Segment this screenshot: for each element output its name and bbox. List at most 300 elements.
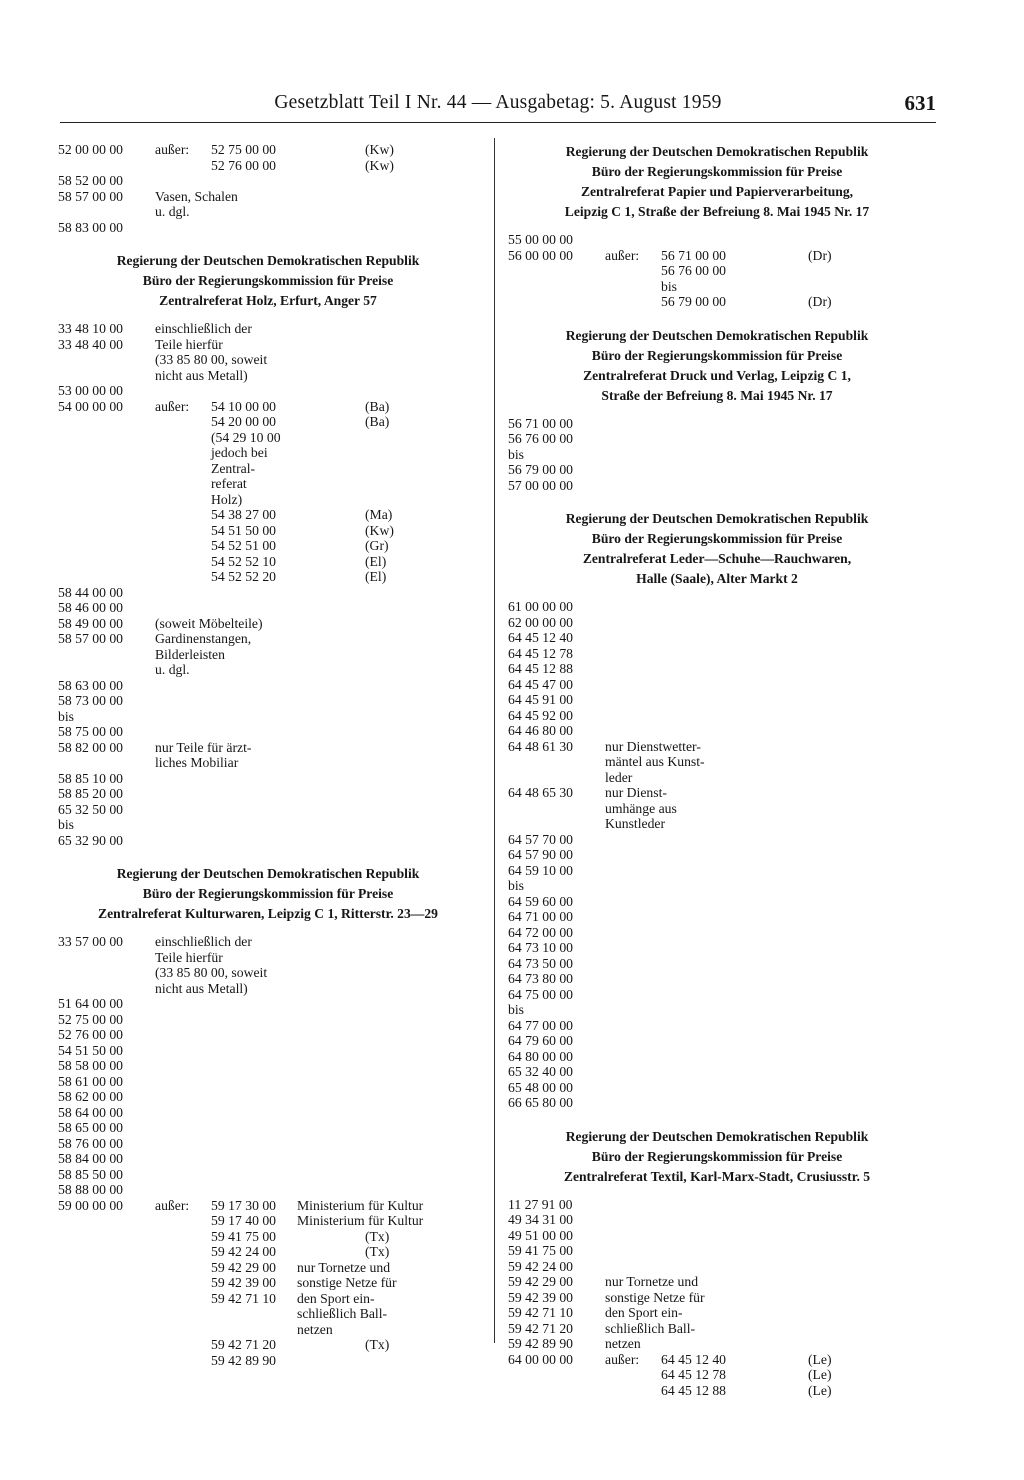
entry-list [508, 599, 926, 1111]
entry-spacer [605, 599, 926, 615]
exception-tag: sonstige Netze für [297, 1275, 397, 1290]
entry-note: den Sport ein- [605, 1305, 683, 1320]
entry-row [508, 1290, 926, 1306]
entry-row [508, 447, 926, 463]
entry-row [58, 1136, 478, 1152]
entry-row [508, 956, 926, 972]
entry-spacer [605, 940, 926, 956]
entry-code: bis [508, 446, 524, 462]
entry-row [58, 337, 478, 384]
entry-code: 64 00 00 00 [508, 1351, 574, 1367]
exception-note: referat [211, 476, 247, 491]
exception-code: 54 52 52 10 [211, 553, 277, 569]
entry-code: 58 61 00 00 [58, 1073, 124, 1089]
entry-spacer [155, 1120, 478, 1136]
entry-note: u. dgl. [155, 662, 190, 677]
entry-note: einschließlich der [155, 321, 252, 336]
entry-spacer [605, 615, 926, 631]
entry-row [508, 1321, 926, 1337]
entry-code: 58 85 50 00 [58, 1166, 124, 1182]
entry-code: 59 41 75 00 [508, 1243, 574, 1258]
exception-note: Holz) [211, 491, 243, 507]
heading-line: Büro der Regierungskommission für Preise [142, 886, 394, 901]
entry-spacer [155, 220, 478, 236]
entry-row [58, 1027, 478, 1043]
entry-row [58, 1089, 478, 1105]
exception-row [155, 158, 478, 174]
exception-code: 54 51 50 00 [211, 522, 277, 538]
entry-row [508, 1064, 926, 1080]
entry-spacer [605, 1002, 926, 1018]
entry-row [508, 1033, 926, 1049]
entry-row [508, 462, 926, 478]
entry-spacer [605, 447, 926, 463]
entry-code: 58 83 00 00 [58, 219, 124, 235]
entry-code: 56 76 00 00 [508, 431, 574, 446]
entry-code: 66 65 80 00 [508, 1095, 574, 1110]
exception-tag: (Tx) [365, 1244, 390, 1259]
entry-row [508, 1243, 926, 1259]
entry-spacer [605, 1095, 926, 1111]
entry-code: 58 82 00 00 [58, 739, 124, 755]
entry-code: 33 48 10 00 [58, 321, 124, 336]
entry-row [508, 785, 926, 832]
entry-row [58, 1058, 478, 1074]
entry-row [508, 832, 926, 848]
entry-note: mäntel aus Kunst- [605, 754, 705, 769]
entry-row [508, 1228, 926, 1244]
exception-tag: (Ba) [365, 398, 390, 414]
entry-code: 58 84 00 00 [58, 1151, 124, 1166]
exception-tag: (Le) [808, 1382, 832, 1398]
entry-row [508, 847, 926, 863]
entry-note: (33 85 80 00, soweit [155, 352, 268, 367]
entry-note: nicht aus Metall) [155, 980, 248, 996]
exception-code: 54 38 27 00 [211, 507, 277, 522]
entry-code: 64 71 00 00 [508, 909, 574, 924]
entry-row [58, 600, 478, 616]
exception-code: 59 42 39 00 [211, 1275, 277, 1290]
entry-code: 51 64 00 00 [58, 996, 124, 1011]
exception-code: 54 52 51 00 [211, 538, 277, 553]
entry-row [58, 709, 478, 725]
exception-code: 59 42 24 00 [211, 1244, 277, 1259]
entry-row [508, 661, 926, 677]
entry-row [58, 321, 478, 337]
entry-code: 58 85 20 00 [58, 786, 124, 801]
entry-spacer [155, 802, 478, 818]
left-column [58, 142, 478, 1368]
entry-spacer [605, 723, 926, 739]
entry-code: 64 45 47 00 [508, 676, 574, 692]
exception-tag: (Dr) [808, 247, 832, 263]
entry-row [508, 708, 926, 724]
entry-spacer [155, 1182, 478, 1198]
exception-code: 59 42 29 00 [211, 1259, 277, 1275]
heading-line: Zentralreferat Papier und Papierverarbeitung, [580, 184, 854, 199]
entry-code: 64 73 50 00 [508, 955, 574, 971]
entry-row [508, 940, 926, 956]
entry-row [58, 678, 478, 694]
entry-list [58, 934, 478, 1368]
exception-code: 59 42 71 10 [211, 1290, 277, 1306]
entry-code: 64 45 92 00 [508, 707, 574, 723]
exception-row [155, 1306, 478, 1322]
entry-row [508, 692, 926, 708]
entry-row [58, 1043, 478, 1059]
exception-tag: nur Tornetze und [297, 1259, 391, 1275]
exception-row [155, 1244, 478, 1260]
entry-code: 59 42 29 00 [508, 1274, 574, 1289]
exception-tag: (El) [365, 569, 387, 584]
exception-code: 56 71 00 00 [661, 247, 727, 263]
exception-row [605, 294, 926, 310]
heading-line: Büro der Regierungskommission für Preise [591, 347, 843, 363]
entry-code: 58 73 00 00 [58, 693, 124, 708]
entry-row [508, 925, 926, 941]
entry-spacer [605, 431, 926, 447]
exception-row [605, 279, 926, 295]
heading-line: Regierung der Deutschen Demokratischen Republik [565, 144, 869, 159]
entry-code: 58 88 00 00 [58, 1182, 124, 1197]
entry-row [508, 1352, 926, 1399]
entry-spacer [155, 693, 478, 709]
entry-code: 55 00 00 00 [508, 232, 574, 247]
entry-spacer [155, 1151, 478, 1167]
entry-row [58, 934, 478, 996]
entry-code: 64 80 00 00 [508, 1048, 574, 1064]
exception-tag: schließlich Ball- [297, 1306, 388, 1321]
exception-row [155, 569, 478, 585]
entry-code: 49 34 31 00 [508, 1212, 574, 1227]
exception-row [155, 1337, 478, 1353]
entry-spacer [155, 817, 478, 833]
entry-code: 33 57 00 00 [58, 934, 124, 949]
entry-note: schließlich Ball- [605, 1320, 696, 1336]
entry-code: 59 42 24 00 [508, 1258, 574, 1274]
exception-row [155, 1213, 478, 1229]
entry-note: (33 85 80 00, soweit [155, 965, 268, 980]
entry-spacer [605, 956, 926, 972]
heading-line: Regierung der Deutschen Demokratischen Republik [565, 511, 869, 526]
exceptions-block [155, 1198, 478, 1369]
entry-code: 64 48 65 30 [508, 785, 574, 800]
entry-code: 64 59 10 00 [508, 862, 574, 878]
entry-code: 54 51 50 00 [58, 1042, 124, 1058]
entry-code: 65 32 40 00 [508, 1064, 574, 1079]
exceptions-label: außer: [605, 1351, 640, 1367]
entry-row [508, 1080, 926, 1096]
entry-code: 64 73 80 00 [508, 971, 574, 986]
entry-note: Teile hierfür [155, 336, 223, 352]
entry-row [58, 802, 478, 818]
entry-code: 58 57 00 00 [58, 631, 124, 646]
exception-code: bis [661, 278, 677, 294]
entry-row [508, 1197, 926, 1213]
entry-spacer [605, 232, 926, 248]
exception-row [605, 248, 926, 264]
exception-row [155, 1353, 478, 1369]
entry-note: umhänge aus [605, 800, 677, 816]
exception-code: 59 42 89 90 [211, 1352, 277, 1368]
heading-line: Büro der Regierungskommission für Preise [591, 1148, 843, 1164]
entry-spacer [155, 600, 478, 616]
entry-list [508, 416, 926, 494]
entry-row [508, 878, 926, 894]
entry-spacer [605, 1064, 926, 1080]
entry-note: liches Mobiliar [155, 755, 239, 770]
column-divider [494, 138, 495, 1343]
header-title: Gesetzblatt Teil I Nr. 44 — Ausgabetag: 5. August 1959 [274, 92, 722, 113]
heading-line: Regierung der Deutschen Demokratischen Republik [116, 253, 420, 268]
exception-note: Zentral- [211, 460, 256, 476]
heading-line: Zentralreferat Textil, Karl-Marx-Stadt, Crusiusstr. 5 [563, 1168, 871, 1184]
exception-tag: (Kw) [365, 522, 394, 538]
entry-row [58, 631, 478, 678]
entry-row [58, 1182, 478, 1198]
heading-line: Straße der Befreiung 8. Mai 1945 Nr. 17 [601, 387, 833, 403]
entry-note: u. dgl. [155, 204, 190, 219]
exception-row [155, 1322, 478, 1338]
section-heading [508, 509, 926, 589]
entry-spacer [155, 786, 478, 802]
entry-note: leder [605, 769, 633, 785]
entry-row [508, 723, 926, 739]
entry-row [508, 248, 926, 310]
exception-code: 52 75 00 00 [211, 142, 277, 157]
exception-tag: (Gr) [365, 538, 389, 553]
exception-tag: (Kw) [365, 157, 394, 173]
entry-spacer [155, 678, 478, 694]
entry-spacer [605, 925, 926, 941]
heading-line: Leipzig C 1, Straße der Befreiung 8. Mai 1945 Nr. 17 [564, 204, 870, 219]
entry-code: 52 00 00 00 [58, 142, 124, 157]
entry-row [58, 399, 478, 585]
entry-row [58, 1105, 478, 1121]
entry-code: 58 49 00 00 [58, 615, 124, 631]
exception-code: 64 45 12 88 [661, 1382, 727, 1398]
section-heading [508, 142, 926, 222]
exception-tag: (Kw) [365, 142, 394, 157]
entry-row [508, 630, 926, 646]
entry-code: 33 48 40 00 [58, 336, 124, 352]
entry-note: Bilderleisten [155, 646, 225, 662]
entry-spacer [605, 692, 926, 708]
entry-row [508, 971, 926, 987]
entry-row [508, 894, 926, 910]
entry-code: 59 42 71 10 [508, 1305, 574, 1320]
entry-row [58, 786, 478, 802]
entry-list [58, 142, 478, 235]
entry-code: 65 32 90 00 [58, 832, 124, 848]
entry-code: 58 62 00 00 [58, 1089, 124, 1104]
entry-spacer [605, 1080, 926, 1096]
entry-spacer [605, 630, 926, 646]
exception-tag: (Le) [808, 1351, 832, 1367]
entry-row [508, 863, 926, 879]
exceptions-label: außer: [155, 1197, 190, 1213]
entry-row [58, 616, 478, 632]
entry-row [508, 431, 926, 447]
exception-row [155, 1291, 478, 1307]
entry-spacer [605, 478, 926, 494]
exceptions-block [605, 1352, 926, 1399]
page-number: 631 [904, 91, 936, 115]
entry-code: 64 77 00 00 [508, 1017, 574, 1033]
heading-line: Regierung der Deutschen Demokratischen Republik [565, 327, 869, 343]
entry-code: 64 59 60 00 [508, 893, 574, 909]
entry-code: 59 00 00 00 [58, 1197, 124, 1213]
entry-row [508, 646, 926, 662]
entry-spacer [605, 1197, 926, 1213]
entry-code: 58 46 00 00 [58, 600, 124, 615]
entry-spacer [605, 677, 926, 693]
entry-row [508, 1095, 926, 1111]
entry-spacer [605, 863, 926, 879]
entry-code: 64 57 90 00 [508, 847, 574, 862]
exception-row [155, 1275, 478, 1291]
entry-row [58, 996, 478, 1012]
entry-row [58, 1012, 478, 1028]
entry-code: 65 32 50 00 [58, 801, 124, 817]
exception-row [155, 1229, 478, 1245]
exceptions-label: außer: [155, 142, 190, 157]
entry-code: 58 58 00 00 [58, 1058, 124, 1073]
entry-spacer [605, 1212, 926, 1228]
entry-code: 64 46 80 00 [508, 723, 574, 738]
entry-row [58, 142, 478, 173]
entry-code: 58 75 00 00 [58, 724, 124, 739]
entry-list [508, 1197, 926, 1399]
exception-code: 54 20 00 00 [211, 414, 277, 429]
exception-tag: den Sport ein- [297, 1290, 375, 1306]
exception-row [155, 523, 478, 539]
entry-spacer [605, 646, 926, 662]
exception-row [605, 1383, 926, 1399]
entry-code: 58 85 10 00 [58, 770, 124, 786]
entry-spacer [155, 1105, 478, 1121]
entry-spacer [155, 1167, 478, 1183]
exception-row [605, 1367, 926, 1383]
entry-spacer [155, 1089, 478, 1105]
entry-row [58, 1074, 478, 1090]
entry-spacer [605, 661, 926, 677]
entry-spacer [155, 383, 478, 399]
exception-tag: (Le) [808, 1367, 832, 1382]
entry-row [508, 1274, 926, 1290]
exception-tag: (Tx) [365, 1228, 390, 1244]
entry-note: nur Dienst- [605, 785, 667, 800]
entry-code: 65 48 00 00 [508, 1079, 574, 1095]
entry-code: 58 44 00 00 [58, 584, 124, 600]
entry-spacer [155, 996, 478, 1012]
page-header [60, 92, 936, 123]
entry-spacer [155, 833, 478, 849]
entry-row [508, 677, 926, 693]
entry-row [508, 1259, 926, 1275]
entry-spacer [155, 1058, 478, 1074]
entry-note: nur Dienstwetter- [605, 738, 701, 754]
entry-code: 57 00 00 00 [508, 477, 574, 493]
entry-spacer [605, 708, 926, 724]
exception-row [155, 507, 478, 523]
exception-tag: (Ma) [365, 507, 393, 522]
entry-row [58, 173, 478, 189]
entry-row [508, 1212, 926, 1228]
entry-row [58, 817, 478, 833]
entry-row [508, 232, 926, 248]
entry-list [58, 321, 478, 848]
entry-row [508, 1018, 926, 1034]
entry-note: (soweit Möbelteile) [155, 615, 263, 631]
entry-spacer [605, 1243, 926, 1259]
exceptions-label: außer: [605, 247, 640, 263]
entry-note: nur Teile für ärzt- [155, 739, 252, 755]
entry-spacer [155, 585, 478, 601]
entry-row [508, 599, 926, 615]
heading-line: Büro der Regierungskommission für Preise [142, 273, 394, 288]
entry-row [508, 416, 926, 432]
entry-code: 49 51 00 00 [508, 1227, 574, 1243]
entry-code: 59 42 71 20 [508, 1320, 574, 1336]
entry-code: 59 42 89 90 [508, 1336, 574, 1351]
entry-spacer [605, 847, 926, 863]
entry-code: 58 76 00 00 [58, 1135, 124, 1151]
entry-spacer [605, 971, 926, 987]
exception-tag: (El) [365, 553, 387, 569]
section-heading [508, 1127, 926, 1187]
exception-code: 56 76 00 00 [661, 263, 727, 278]
entry-row [58, 189, 478, 220]
entry-row [508, 1336, 926, 1352]
exception-code: 54 52 52 20 [211, 569, 277, 584]
entry-code: 53 00 00 00 [58, 383, 124, 398]
entry-spacer [605, 878, 926, 894]
entry-note: Kunstleder [605, 816, 666, 831]
entry-spacer [155, 1043, 478, 1059]
entry-code: 59 42 39 00 [508, 1289, 574, 1305]
entry-code: 64 72 00 00 [508, 924, 574, 940]
entry-spacer [605, 1228, 926, 1244]
exception-code: 59 17 40 00 [211, 1213, 277, 1228]
entry-code: 54 00 00 00 [58, 398, 124, 414]
entry-code: 64 79 60 00 [508, 1033, 574, 1048]
entry-code: 64 45 91 00 [508, 692, 574, 707]
entry-code: bis [58, 817, 74, 832]
exception-code: 56 79 00 00 [661, 294, 727, 309]
heading-line: Zentralreferat Holz, Erfurt, Anger 57 [159, 293, 377, 308]
entry-note: Vasen, Schalen [155, 188, 238, 204]
exception-code: 64 45 12 40 [661, 1351, 727, 1367]
entry-code: 64 45 12 88 [508, 661, 574, 676]
entry-row [58, 1167, 478, 1183]
entry-code: 56 79 00 00 [508, 462, 574, 477]
exceptions-label: außer: [155, 398, 190, 414]
exception-tag: Ministerium für Kultur [297, 1213, 424, 1228]
heading-line: Regierung der Deutschen Demokratischen Republik [116, 866, 420, 881]
entry-row [508, 909, 926, 925]
entry-code: 11 27 91 00 [508, 1196, 573, 1212]
section-heading [508, 326, 926, 406]
entry-row [58, 383, 478, 399]
section-heading [58, 251, 478, 311]
exception-row [155, 142, 478, 158]
entry-note: netzen [605, 1336, 641, 1351]
entry-row [58, 1120, 478, 1136]
entry-code: 56 00 00 00 [508, 247, 574, 263]
entry-code: 58 63 00 00 [58, 677, 124, 693]
exception-note: (54 29 10 00 [211, 429, 281, 445]
